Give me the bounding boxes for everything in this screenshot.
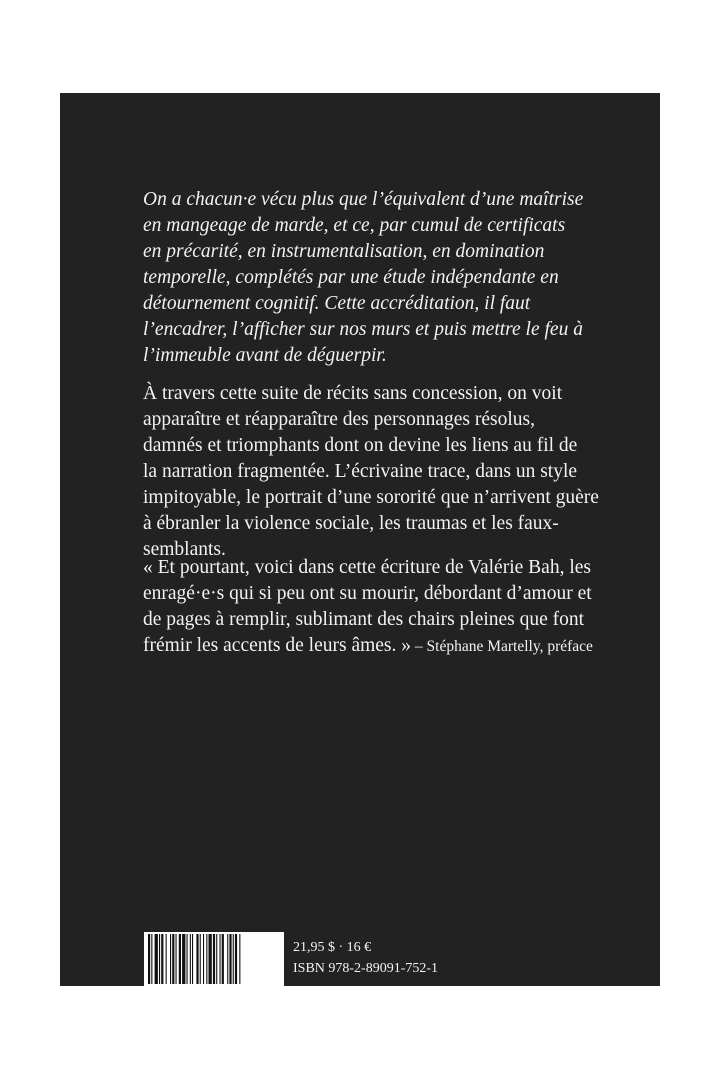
summary-line: apparaître et réapparaître des personnages résolus, [143,409,535,430]
quote-last-line [143,633,643,660]
quote-line: enragé·e·s qui si peu ont su mourir, débordant d’amour et [143,583,592,604]
blurb-quote [143,555,643,660]
summary-line: semblants. [143,539,226,560]
summary-line: impitoyable, le portrait d’une sororité que n’arrivent guère [143,487,599,508]
summary-line: la narration fragmentée. L’écrivaine trace, dans un style [143,461,578,482]
epigraph-line: l’encadrer, l’afficher sur nos murs et puis mettre le feu à [143,319,583,340]
epigraph-line: l’immeuble avant de déguerpir. [143,345,387,366]
epigraph-line: en précarité, en instrumentalisation, en domination [143,241,545,262]
summary-line: À travers cette suite de récits sans concession, on voit [143,383,563,404]
epigraph-line: On a chacun·e vécu plus que l’équivalent d’une maîtrise [143,189,584,210]
quote-attribution: – Stéphane Martelly, préface [411,638,593,655]
summary-paragraph [143,381,643,563]
isbn-label: ISBN 978-2-89091-752-1 [293,961,439,976]
quote-line: de pages à remplir, sublimant des chairs pleines que font [143,609,585,630]
epigraph-line: en mangeage de marde, et ce, par cumul de certificats [143,215,566,236]
barcode-icon [144,932,284,986]
summary-line: à ébranler la violence sociale, les traumas et les faux- [143,513,559,534]
quote-text: frémir les accents de leurs âmes. » [143,635,412,656]
summary-line: damnés et triomphants dont on devine les liens au fil de [143,435,578,456]
price-isbn-block [293,937,438,979]
epigraph-line: détournement cognitif. Cette accréditation, il faut [143,293,531,314]
epigraph [143,187,643,369]
quote-line: « Et pourtant, voici dans cette écriture de Valérie Bah, les [143,557,591,578]
epigraph-line: temporelle, complétés par une étude indépendante en [143,267,559,288]
price-label: 21,95 $ · 16 € [293,940,372,955]
back-cover [60,93,660,986]
